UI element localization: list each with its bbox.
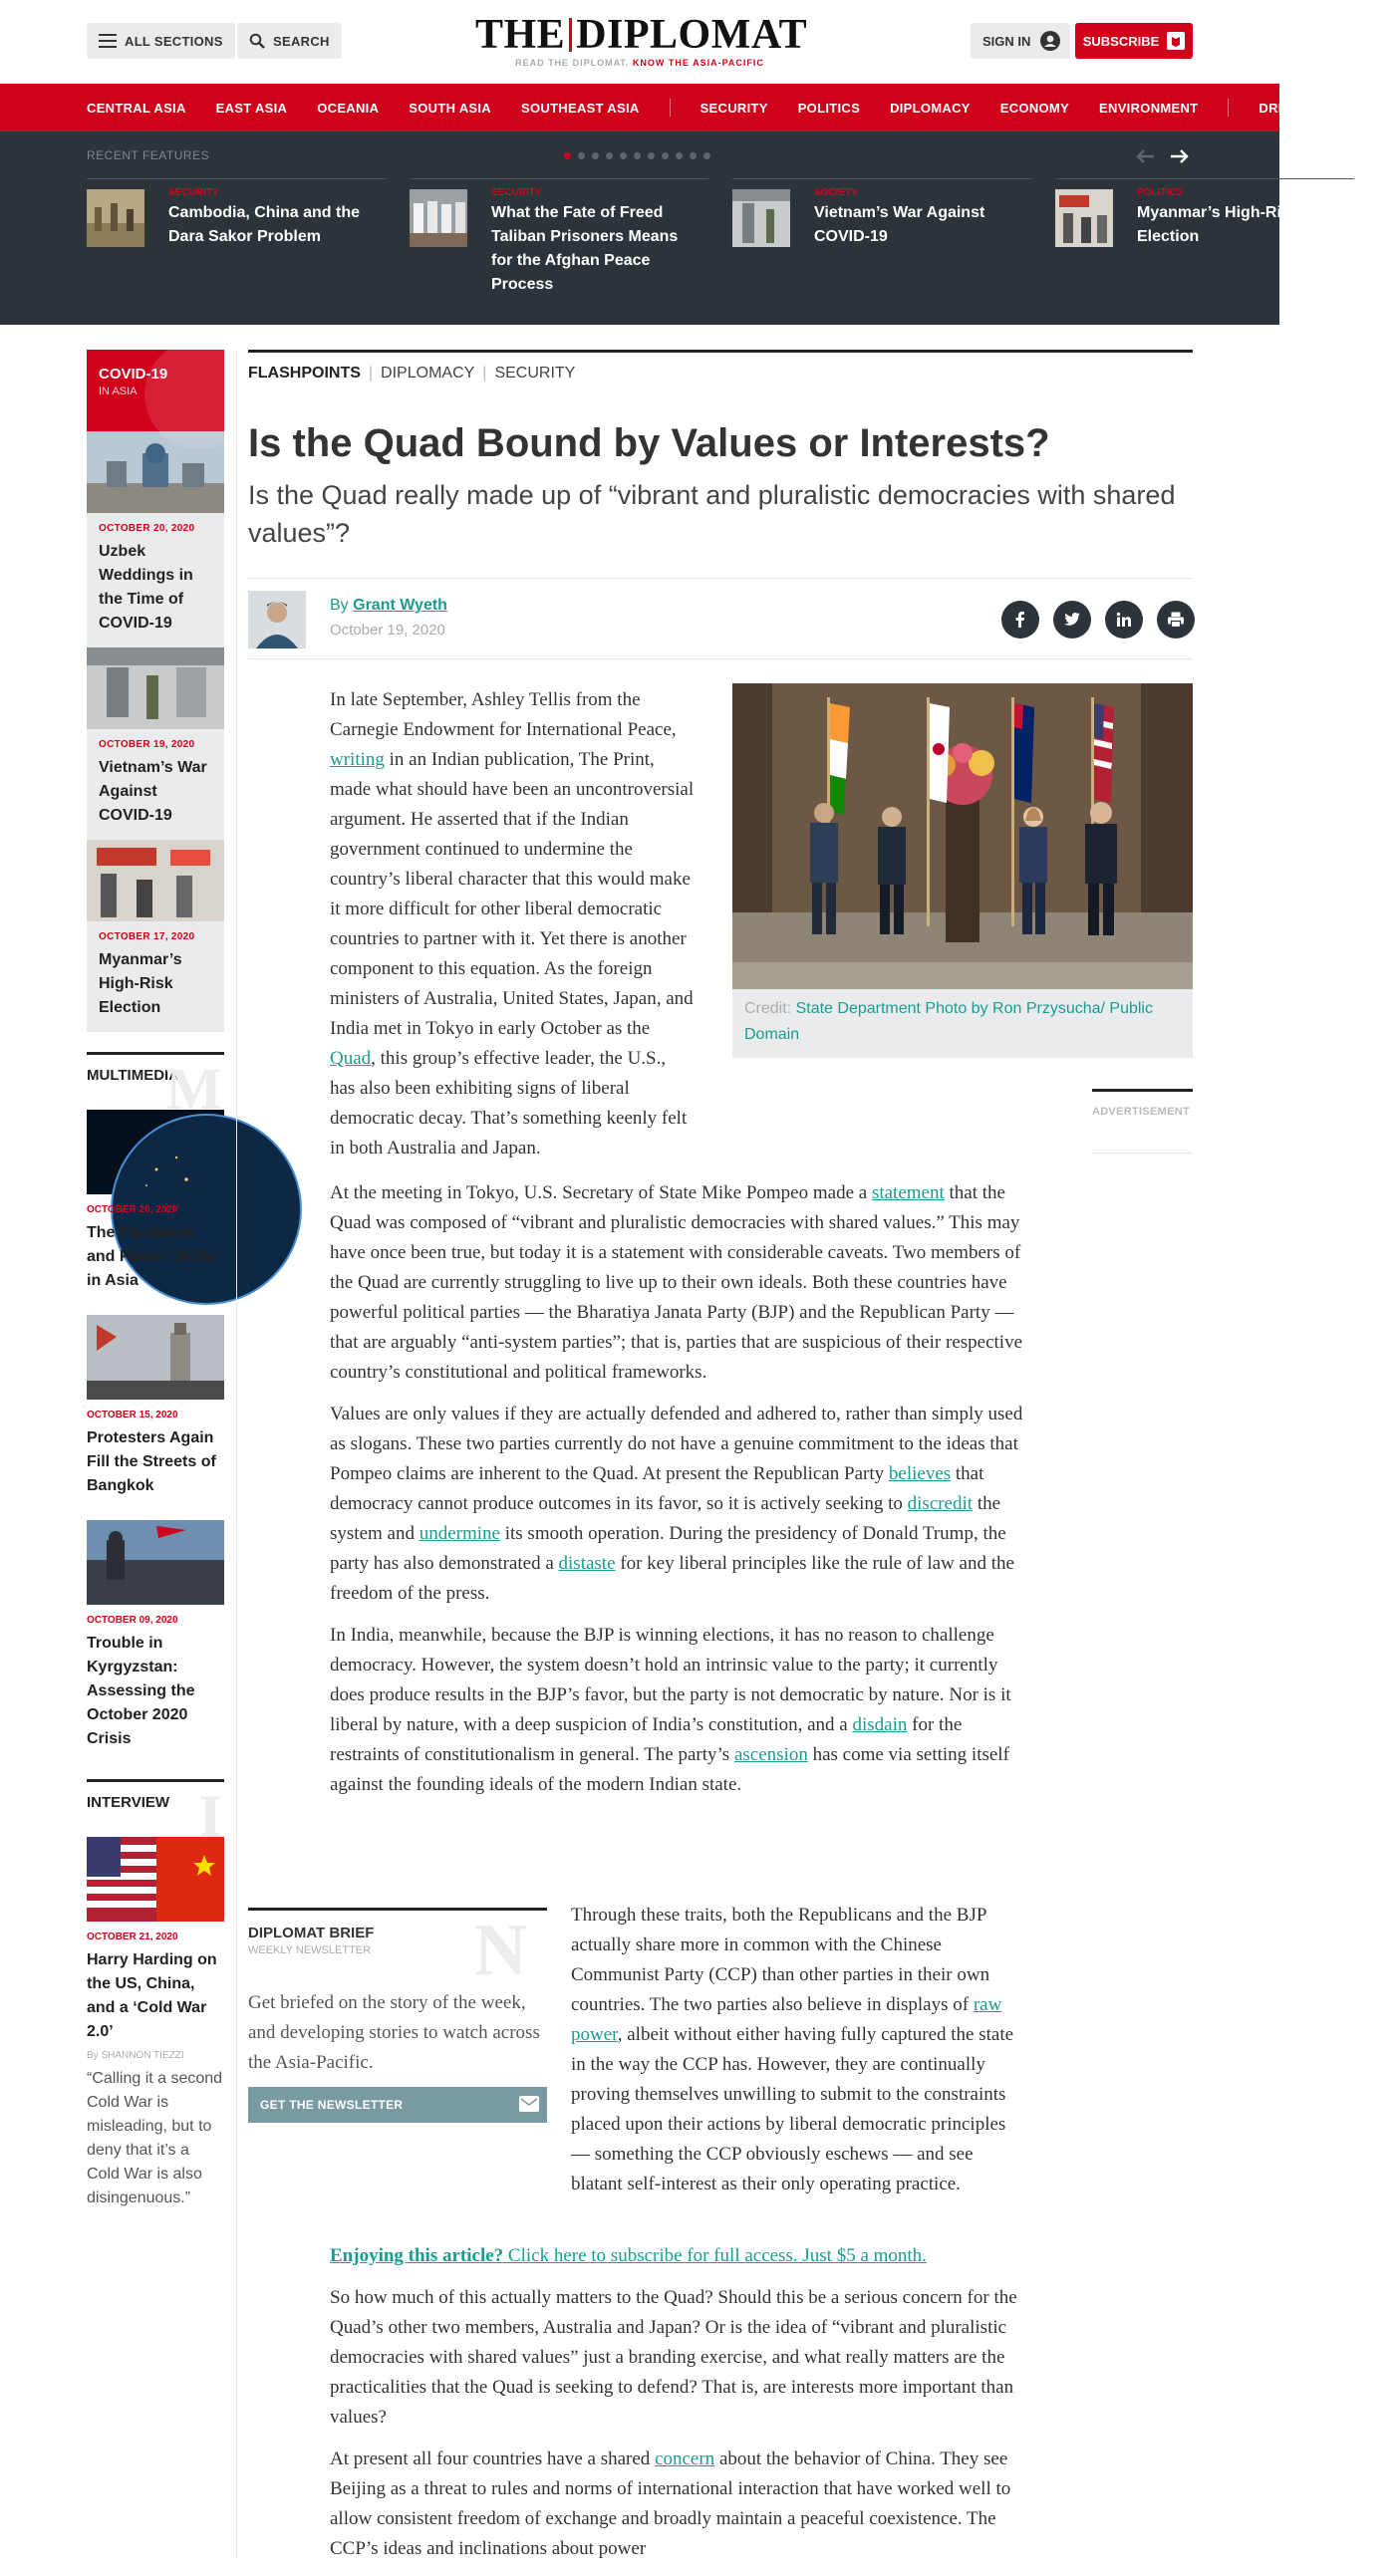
article-body [330, 1178, 1023, 1812]
feature-kicker: POLITICS [1137, 187, 1184, 198]
carousel-dot[interactable] [676, 152, 683, 159]
article-body-continued [330, 2241, 1023, 2576]
nav-security[interactable]: SECURITY [700, 100, 768, 116]
nav-central-asia[interactable]: CENTRAL ASIA [87, 100, 186, 116]
covid-item-date: OCTOBER 17, 2020 [99, 931, 195, 942]
paragraph-text: the system and [330, 1493, 1001, 1544]
caption-credit-link[interactable]: State Department Photo by Ron Przysucha/ Public Domain [744, 1000, 1153, 1043]
newsletter-signup-button[interactable] [248, 2087, 547, 2123]
carousel-dot[interactable] [578, 152, 585, 159]
carousel-dot[interactable] [690, 152, 697, 159]
sign-in-button[interactable] [971, 23, 1070, 59]
article-paragraph: So how much of this actually matters to the Quad? Should this be a serious concern for the Quad’s other two members, Australia and Japan? Or is the idea of “vibrant and pluralistic democracies with shared values” just a branding exercise, and what really matters are the practicalities that the Quad is seeking to defend? That is, are interests more important than values? [330, 2287, 1017, 2428]
nav-diplomacy[interactable]: DIPLOMACY [890, 100, 971, 116]
multimedia-date: OCTOBER 15, 2020 [87, 1410, 178, 1420]
covid-subtitle: IN ASIA [99, 386, 138, 397]
sign-in-label: SIGN IN [982, 33, 1031, 49]
covid-decoration [144, 340, 254, 449]
byline [330, 597, 447, 615]
logo-divider [569, 18, 572, 52]
multimedia-item[interactable] [87, 1110, 224, 1293]
newsletter-subtitle: WEEKLY NEWSLETTER [248, 1944, 372, 1956]
paragraph-text: , this group’s effective leader, the U.S., has also been exhibiting signs of liberal democratic decay. That’s something keenly felt in both Australia and Japan. [330, 1048, 688, 1159]
left-sidebar [87, 350, 224, 2210]
share-facebook-button[interactable] [1001, 601, 1039, 639]
interview-title: INTERVIEW [87, 1794, 170, 1811]
article-paragraph [330, 2445, 1023, 2564]
subscribe-promo[interactable] [330, 2241, 1023, 2271]
multimedia-item[interactable] [87, 1520, 224, 1751]
article-paragraph [330, 1178, 1023, 1388]
search-icon [249, 33, 265, 49]
newsletter-title: DIPLOMAT BRIEF [248, 1925, 375, 1941]
multimedia-date: OCTOBER 09, 2020 [87, 1615, 178, 1626]
all-sections-label: ALL SECTIONS [125, 33, 223, 49]
arrow-left-icon [1135, 148, 1155, 164]
multimedia-image [87, 1520, 224, 1605]
interview-ghost-letter: I [198, 1783, 222, 1849]
breadcrumb-security[interactable]: SECURITY [494, 365, 576, 382]
paragraph-text: , albeit without either having fully captured the state in the way the CCP has. However, they are continually proving themselves unwilling to submit to the constraints placed upon their actions by liberal democratic principles — something the CCP obviously eschews — and see blatant self-interest as their only operating practice. [571, 2024, 1014, 2194]
nav-environment[interactable]: ENVIRONMENT [1099, 100, 1199, 116]
interview-headline: Harry Harding on the US, China, and a ‘Cold War 2.0’ [87, 1951, 217, 2040]
multimedia-title-link: Protesters Again Fill the Streets of Bangkok [87, 1429, 216, 1494]
article-top-rule [248, 350, 1193, 353]
site-logo[interactable] [475, 12, 808, 68]
nav-south-asia[interactable]: SOUTH ASIA [409, 100, 491, 116]
covid-item-title: Myanmar’s High-Risk Election [99, 951, 182, 1016]
inline-link[interactable]: writing [330, 749, 385, 770]
multimedia-title-link: The Pandemic and Power Shifts in Asia [87, 1224, 216, 1289]
main-nav [0, 84, 1369, 131]
nav-economy[interactable]: ECONOMY [999, 100, 1070, 116]
newsletter-button-label: GET THE NEWSLETTER [260, 2098, 404, 2112]
carousel-dot[interactable] [662, 152, 669, 159]
linkedin-icon [1116, 612, 1132, 628]
publish-date: October 19, 2020 [330, 622, 445, 639]
recent-features-label: RECENT FEATURES [87, 148, 210, 162]
advertisement-label: ADVERTISEMENT [1092, 1089, 1193, 1118]
feature-card[interactable] [410, 178, 708, 293]
feature-thumbnail [1055, 189, 1113, 247]
inline-link[interactable]: statement [871, 1182, 945, 1203]
caption-label: Credit: [744, 1000, 792, 1017]
byline-prefix: By [330, 597, 349, 614]
figure-caption [744, 996, 1183, 1048]
multimedia-title: MULTIMEDIA [87, 1067, 180, 1084]
article-figure [732, 683, 1193, 1058]
inline-link[interactable]: disdain [852, 1714, 908, 1735]
logo-name: DIPLOMAT [576, 12, 808, 58]
paragraph-text: in an Indian publication, The Print, made what should have been an uncontroversial argument. He asserted that if the Indian government continued to undermine the country’s liberal character that this would make it more difficult for other liberal democratic countries to partner with it. Yet there is another component to this equation. As the foreign ministers of Australia, United States, Japan, and India met in Tokyo in early October as the [330, 749, 695, 1039]
interview-quote: “Calling it a second Cold War is misleading, but to deny that it’s a Cold War is also disingenuous.” [87, 2070, 223, 2206]
breadcrumb [248, 365, 575, 383]
breadcrumb-flashpoints[interactable]: FLASHPOINTS [248, 365, 361, 382]
article-paragraph [330, 1621, 1023, 1800]
feature-kicker: SOCIETY [814, 187, 858, 198]
nav-divider [1312, 99, 1313, 117]
search-button[interactable] [237, 23, 342, 59]
paragraph-text: Values are only values if they are actually defended and adhered to, rather than simply used as slogans. These two parties currently do not have a genuine commitment to the ideas that Pompeo claims are inherent to the Quad. At present the Republican Party [330, 1404, 1023, 1484]
all-sections-button[interactable] [87, 23, 235, 59]
covid-title: COVID-19 [99, 366, 168, 383]
breadcrumb-separator: | [482, 365, 487, 382]
article-paragraph [330, 1400, 1023, 1609]
paragraph-text: Through these traits, both the Republicans and the BJP actually share more in common with the Chinese Communist Party (CCP) than other parties in their own countries. The two parties also believe in displays of [571, 1905, 990, 2015]
author-link[interactable]: Grant Wyeth [353, 597, 447, 614]
newsletter-text: Get briefed on the story of the week, and developing stories to watch across the Asia-Pacific. [248, 1992, 540, 2073]
nav-all[interactable]: ALL [1342, 100, 1369, 116]
feature-thumbnail [87, 189, 144, 247]
book-icon [1167, 32, 1185, 50]
promo-link-bold[interactable]: Enjoying this article? [330, 2245, 504, 2266]
feature-title: Myanmar’s High-Risk Election [1137, 204, 1299, 245]
newsletter-ghost-letter: N [473, 1910, 527, 1991]
twitter-icon [1063, 612, 1081, 628]
inline-link[interactable]: discredit [907, 1493, 974, 1514]
paragraph-text: In late September, Ashley Tellis from the Carnegie Endowment for International Peace, [330, 689, 677, 740]
feature-card[interactable] [1055, 178, 1354, 245]
nav-divider [1228, 99, 1229, 117]
subscribe-label: SUBSCRIBE [1082, 33, 1160, 49]
feature-card[interactable] [732, 178, 1031, 245]
inline-link[interactable]: concern [655, 2448, 715, 2469]
feature-title: What the Fate of Freed Taliban Prisoners Means for the Afghan Peace Process [491, 204, 679, 293]
nav-oceania[interactable]: OCEANIA [317, 100, 380, 116]
facebook-icon [1011, 611, 1029, 629]
nav-southeast-asia[interactable]: SOUTHEAST ASIA [521, 100, 640, 116]
covid-header[interactable] [87, 350, 224, 431]
multimedia-image [87, 1315, 224, 1400]
paragraph-text: for the restraints of constitutionalism in general. The party’s [330, 1714, 963, 1765]
user-icon [1040, 31, 1060, 51]
paragraph-text: has come via setting itself against the founding ideals of the modern Indian state. [330, 1744, 1009, 1795]
carousel-dot[interactable] [634, 152, 641, 159]
search-label: SEARCH [273, 33, 330, 49]
carousel-dot[interactable] [564, 152, 571, 159]
subscribe-button[interactable] [1075, 23, 1193, 59]
article-paragraph [571, 1901, 1023, 2199]
covid-item-image [87, 647, 224, 729]
share-linkedin-button[interactable] [1105, 601, 1143, 639]
inline-link[interactable]: ascension [733, 1744, 808, 1765]
article-photo[interactable] [732, 683, 1193, 989]
carousel-dot[interactable] [620, 152, 627, 159]
inline-link[interactable]: believes [888, 1463, 952, 1484]
feature-title: Vietnam’s War Against COVID-19 [814, 204, 985, 245]
paragraph-text: that the Quad was composed of “vibrant and pluralistic democracies with shared values.” This may have once been true, but today it is a statement with considerable caveats. Two members of the Quad are currently struggling to live up to their own ideals. Both these countries have powerful political parties — the Bharatiya Janata Party (BJP) and the Republican Party — that are arguably “anti-system parties”; that is, parties that are suspicious of their respective country’s constitutional and political frameworks. [330, 1182, 1023, 1383]
multimedia-heading [87, 1052, 224, 1122]
interview-item[interactable] [87, 1837, 224, 2210]
covid-item-image [87, 840, 224, 921]
nav-politics[interactable]: POLITICS [797, 100, 861, 116]
site-header [0, 0, 1279, 84]
nav-divider [670, 99, 671, 117]
paragraph-text: about the behavior of China. They see Beijing as a threat to rules and norms of international interaction that have worked well to allow consistent freedom of exchange and broadly maintain a peaceful coexistence. The CCP’s ideas and inclinations about power [330, 2448, 1011, 2559]
paragraph-text: for key liberal principles like the rule of law and the freedom of the press. [330, 1553, 1014, 1604]
carousel-dots [564, 152, 717, 159]
recent-features [0, 131, 1299, 325]
article-paragraph [330, 685, 695, 1163]
promo-link[interactable]: Click here to subscribe for full access. Just $5 a month. [503, 2245, 927, 2266]
carousel-dot[interactable] [606, 152, 613, 159]
inline-link[interactable]: Quad [330, 1048, 372, 1069]
covid-item-date: OCTOBER 20, 2020 [99, 523, 195, 534]
carousel-dot[interactable] [703, 152, 710, 159]
covid-item-date: OCTOBER 19, 2020 [99, 739, 195, 750]
inline-link[interactable]: raw power [571, 1994, 1002, 2045]
carousel-dot[interactable] [592, 152, 599, 159]
interview-byline: By SHANNON TIEZZI [87, 2050, 184, 2061]
covid-item[interactable] [87, 647, 224, 840]
breadcrumb-separator: | [368, 365, 374, 382]
paragraph-text: its smooth operation. During the presidency of Donald Trump, the party has also demonstrated a [330, 1523, 1006, 1574]
feature-title: Cambodia, China and the Dara Sakor Problem [168, 204, 361, 245]
multimedia-ghost-letter: M [165, 1056, 222, 1122]
feature-kicker: SECURITY [491, 187, 542, 198]
logo-the: THE [475, 12, 566, 58]
interview-heading [87, 1779, 224, 1849]
multimedia-item[interactable] [87, 1315, 224, 1498]
inline-link[interactable]: distaste [558, 1553, 616, 1574]
breadcrumb-diplomacy[interactable]: DIPLOMACY [381, 365, 475, 382]
newsletter-box [248, 1908, 547, 2127]
print-button[interactable] [1157, 601, 1195, 639]
paragraph-text: that democracy cannot produce outcomes in its favor, so it is actively seeking to [330, 1463, 984, 1514]
nav-east-asia[interactable]: EAST ASIA [215, 100, 288, 116]
covid-box [87, 350, 224, 1032]
feature-kicker: SECURITY [168, 187, 219, 198]
logo-tagline-a: READ THE DIPLOMAT. [515, 58, 630, 68]
interview-date: OCTOBER 21, 2020 [87, 1932, 178, 1942]
advertisement-divider [1092, 1153, 1193, 1154]
inline-link[interactable]: undermine [419, 1523, 500, 1544]
carousel-prev-button[interactable] [1130, 141, 1160, 171]
paragraph-text: At the meeting in Tokyo, U.S. Secretary of State Mike Pompeo made a [330, 1182, 872, 1203]
logo-tagline-b: KNOW THE ASIA-PACIFIC [632, 58, 764, 68]
menu-icon [99, 34, 117, 48]
article-subtitle: Is the Quad really made up of “vibrant and pluralistic democracies with shared values”? [248, 480, 1176, 548]
paragraph-text: At present all four countries have a shared [330, 2448, 656, 2469]
carousel-next-button[interactable] [1165, 141, 1195, 171]
carousel-dot[interactable] [648, 152, 655, 159]
byline-bar [248, 578, 1193, 659]
feature-thumbnail [732, 189, 790, 247]
share-twitter-button[interactable] [1053, 601, 1091, 639]
column-divider [236, 350, 237, 2558]
feature-thumbnail [410, 189, 467, 247]
envelope-icon [519, 2096, 539, 2112]
author-avatar[interactable] [248, 591, 306, 648]
multimedia-title-link: Trouble in Kyrgyzstan: Assessing the October 2020 Crisis [87, 1635, 195, 1747]
arrow-right-icon [1170, 148, 1190, 164]
covid-item[interactable] [87, 431, 224, 647]
feature-card[interactable] [87, 178, 386, 245]
multimedia-date: OCTOBER 20, 2020 [87, 1204, 178, 1215]
nav-dri[interactable]: DRI [1259, 100, 1282, 116]
covid-item-title: Vietnam’s War Against COVID-19 [99, 759, 207, 824]
covid-item[interactable] [87, 840, 224, 1032]
paragraph-text: In India, meanwhile, because the BJP is winning elections, it has no reason to challenge democracy. However, the system doesn’t hold an intrinsic value to the party; it currently does produce results in the BJP’s favor, but the party is not democratic by nature. Nor is it liberal by nature, with a deep suspicion of India’s constitution, and a [330, 1625, 1011, 1735]
article-title: Is the Quad Bound by Values or Interests? [248, 421, 1050, 465]
covid-item-title: Uzbek Weddings in the Time of COVID-19 [99, 543, 193, 632]
print-icon [1167, 611, 1185, 629]
